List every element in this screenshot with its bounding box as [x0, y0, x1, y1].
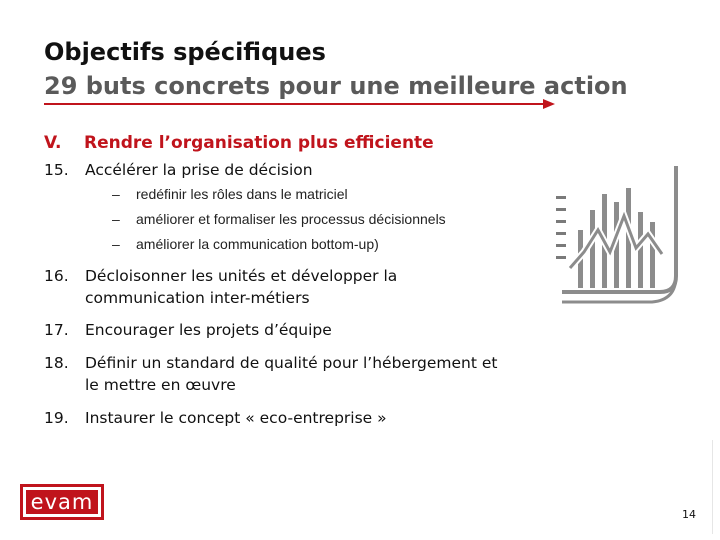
sub-item-text: améliorer la communication bottom-up): [136, 236, 379, 252]
item-number: 18.: [44, 354, 69, 372]
item-number: 17.: [44, 321, 69, 339]
section-title: Rendre l’organisation plus efficiente: [84, 133, 434, 153]
item-number: 15.: [44, 161, 69, 179]
item-number: 19.: [44, 409, 69, 427]
sub-list-item: [112, 234, 379, 254]
page-number: 14: [682, 508, 696, 521]
item-text: Encourager les projets d’équipe: [85, 321, 332, 339]
item-text: Définir un standard de qualité pour l’hébergement et: [85, 354, 498, 372]
sub-list-item: [112, 184, 348, 204]
logo-text: evam: [30, 490, 94, 514]
sub-item-dash: –: [112, 211, 120, 227]
section-heading: [44, 130, 434, 156]
sub-item-text: améliorer et formaliser les processus décisionnels: [136, 211, 446, 227]
item-text: le mettre en œuvre: [85, 376, 236, 394]
section-number: V.: [44, 133, 62, 153]
item-text: Instaurer le concept « eco-entreprise »: [85, 409, 387, 427]
bar-chart-trend-icon: [548, 160, 688, 310]
sub-item-text: redéfinir les rôles dans le matriciel: [136, 186, 348, 202]
sub-list-item: [112, 209, 446, 229]
item-text: communication inter-métiers: [85, 289, 310, 307]
item-text: Accélérer la prise de décision: [85, 161, 313, 179]
title-rule-arrow: [543, 99, 555, 109]
sub-item-dash: –: [112, 236, 120, 252]
page-title: Objectifs spécifiques: [44, 38, 326, 66]
page-subtitle: 29 buts concrets pour une meilleure action: [44, 72, 628, 100]
sub-item-dash: –: [112, 186, 120, 202]
page-edge: [700, 440, 713, 534]
evam-logo: [20, 484, 104, 520]
title-rule: [44, 103, 544, 105]
item-number: 16.: [44, 267, 69, 285]
item-text: Décloisonner les unités et développer la: [85, 267, 398, 285]
